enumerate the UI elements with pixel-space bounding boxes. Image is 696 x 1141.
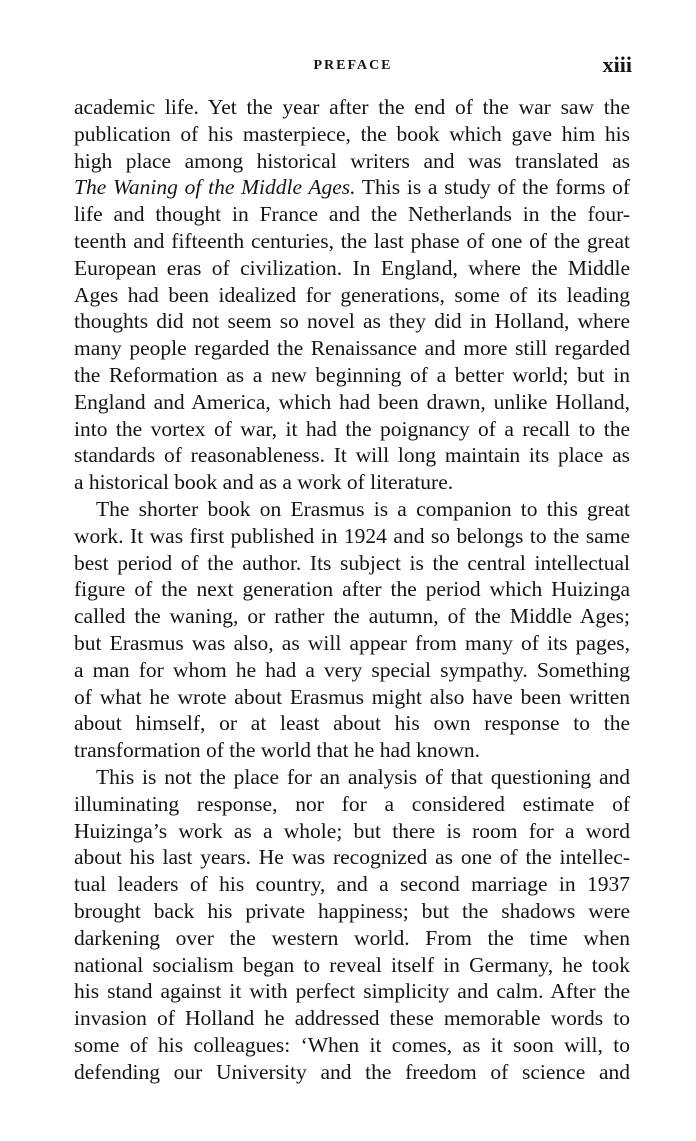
- body-text: [74, 94, 630, 1085]
- text-line: high place among historical writers and was translated as: [74, 148, 630, 173]
- text-line: about his last years. He was recognized as one of the intellec-: [74, 845, 630, 870]
- text-line: illuminating response, nor for a considered estimate of: [74, 791, 630, 816]
- text-line: transformation of the world that he had known.: [74, 738, 481, 763]
- text-line: the Reformation as a new beginning of a better world; but in: [74, 362, 630, 387]
- text-line: his stand against it with perfect simplicity and calm. After the: [74, 979, 630, 1004]
- text-line: defending our University and the freedom of science and: [74, 1059, 630, 1084]
- text-line: into the vortex of war, it had the poignancy of a recall to the: [74, 416, 630, 441]
- text-line: publication of his masterpiece, the book which gave him his: [74, 121, 630, 146]
- text-line: brought back his private happiness; but the shadows were: [74, 898, 630, 923]
- text-line: England and America, which had been drawn, unlike Holland,: [74, 389, 630, 414]
- text-line: standards of reasonableness. It will long maintain its place as: [74, 443, 630, 468]
- text-line: teenth and fifteenth centuries, the last phase of one of the great: [74, 228, 630, 253]
- text-line: European eras of civilization. In England, where the Middle: [74, 255, 630, 280]
- text-line-paragraph-start: The shorter book on Erasmus is a companion to this great: [96, 496, 630, 521]
- text-line-paragraph-start: This is not the place for an analysis of that questioning and: [96, 764, 630, 789]
- text-line: national socialism began to reveal itself in Germany, he took: [74, 952, 630, 977]
- running-head: [74, 52, 632, 82]
- text-line: many people regarded the Renaissance and more still regarded: [74, 336, 630, 361]
- text-line: called the waning, or rather the autumn, of the Middle Ages;: [74, 604, 630, 629]
- book-title: The Waning of the Middle Ages.: [74, 175, 356, 200]
- running-title: PREFACE: [313, 58, 393, 73]
- text-line: a historical book and as a work of literature.: [74, 470, 454, 495]
- text-line: of what he wrote about Erasmus might also have been written: [74, 684, 630, 709]
- text-line: a man for whom he had a very special sympathy. Something: [74, 657, 630, 682]
- text-line-continuation: This is a study of the forms of: [355, 175, 630, 200]
- text-line: darkening over the western world. From the time when: [74, 925, 630, 950]
- text-line: work. It was first published in 1924 and so belongs to the same: [74, 523, 630, 548]
- text-line: life and thought in France and the Netherlands in the four-: [74, 202, 630, 227]
- text-line: academic life. Yet the year after the end of the war saw the: [74, 95, 630, 119]
- text-line: best period of the author. Its subject is the central intellectual: [74, 550, 630, 575]
- text-line-with-title: [74, 174, 630, 201]
- text-line: about himself, or at least about his own response to the: [74, 711, 630, 736]
- text-line: tual leaders of his country, and a second marriage in 1937: [74, 872, 630, 897]
- page-number: xiii: [602, 52, 632, 77]
- text-line: but Erasmus was also, as will appear from many of its pages,: [74, 630, 630, 655]
- text-line: figure of the next generation after the period which Huizinga: [74, 577, 630, 602]
- text-line: Huizinga’s work as a whole; but there is room for a word: [74, 818, 630, 843]
- text-line: invasion of Holland he addressed these memorable words to: [74, 1006, 630, 1031]
- text-line: thoughts did not seem so novel as they did in Holland, where: [74, 309, 630, 334]
- text-line: Ages had been idealized for generations, some of its leading: [74, 282, 630, 307]
- text-line: some of his colleagues: ‘When it comes, as it soon will, to: [74, 1032, 630, 1057]
